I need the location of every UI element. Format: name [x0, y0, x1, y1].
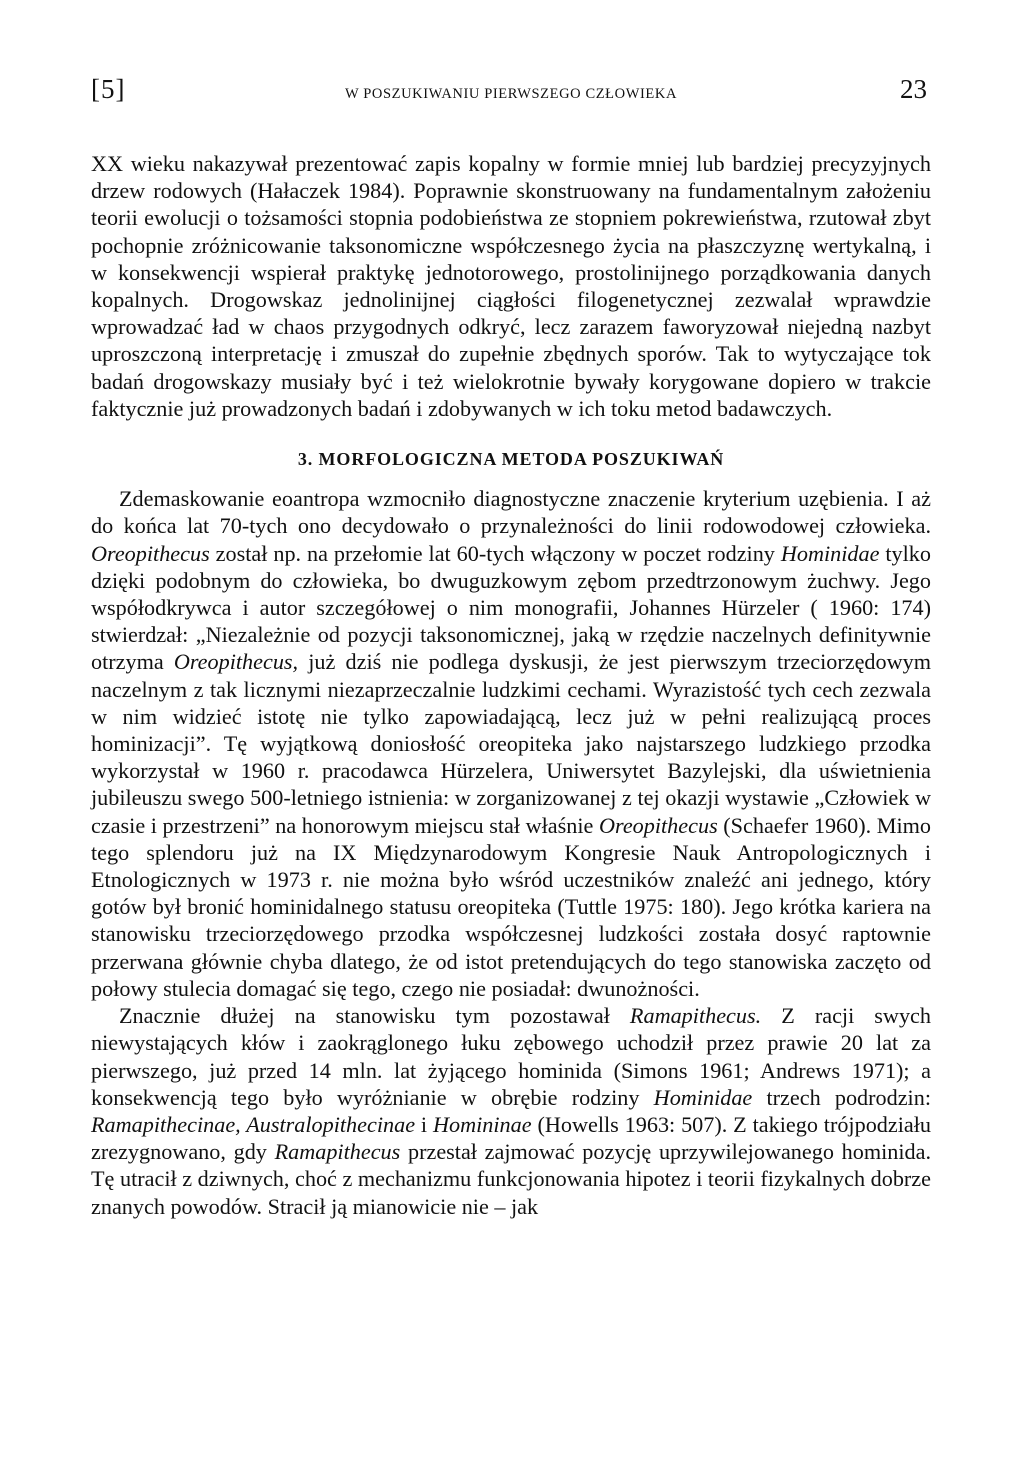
text-run: Z racji swych niewystających kłów i zaokrąglonego łuku zębowego uchodził przez prawie 20 lat za pierwszego, już przed 14 mln. lat żyjącego hominida (Simons 1961; Andrews 1971); a konsekwencją tego było wyróżnianie w obrębie rodziny: [91, 1003, 931, 1110]
text-run: i: [415, 1111, 433, 1137]
taxon-name: Homininae: [432, 1111, 532, 1137]
taxon-name: Hominidae: [780, 540, 880, 566]
text-run: trzech podrodzin:: [752, 1084, 931, 1110]
text-run: (Howells 1963: 507). Z takiego trójpodziału zrezygnowano, gdy: [91, 1111, 931, 1165]
taxon-name: Hominidae: [653, 1084, 753, 1110]
text-run: tylko dzięki podobnym do człowieka, bo dwuguzkowym zębom przedtrzonowym żuchwy. Jego współodkrywca i autor szczegółowej o nim monografii, Johannes Hürzeler ( 1960: 174) stwierdzał: „Niezależnie od pozycji taksonomicznej, jaką w rzędzie naczelnych definitywnie otrzyma: [91, 540, 931, 675]
taxon-name: Oreopithecus: [91, 540, 210, 566]
running-title: W POSZUKIWANIU PIERWSZEGO CZŁOWIEKA: [344, 86, 678, 102]
taxon-name: Ramapithecus: [274, 1139, 401, 1165]
taxon-name: Oreopithecus: [598, 812, 718, 838]
text-run: (Schaefer 1960). Mimo tego splendoru już na IX Międzynarodowym Kongresie Nauk Antropologicznych i Etnologicznych w 1973 r. nie można było wśród uczestników znaleźć ani jednego, który gotów był bronić hominidalnego statusu oreopiteka (Tuttle 1975: 180). Jego krótka kariera na stanowisku trzeciorzędowego przodka współczesnej ludzkości została dosyć raptownie przerwana głównie chyba dlatego, że od istot pretendujących do tego stanowiska zaczęto od połowy stulecia domagać się tego, czego nie posiadał: dwunożności.: [91, 812, 932, 1001]
page-number: 23: [900, 74, 927, 104]
text-run: już dziś nie podlega dyskusji, że jest pierwszym trzeciorzędowym naczelnym z tak licznymi niezaprzeczalnie ludzkimi cechami. Wyrazistość tych cech zezwala w nim widzieć istotę nie tylko zapowiadającą, lecz już w pełni realizującą proces hominizacji”. Tę wyjątkową doniosłość oreopiteka jako najstarszego ludzkiego przodka wykorzystał w 1960 r. pracodawca Hürzelera, Uniwersytet Bazylejski, dla uświetnienia jubileuszu swego 500-letniego istnienia: w zorganizowanej z tej okazji wystawie „Człowiek w czasie i przestrzeni” na honorowym miejscu stał właśnie: [91, 649, 931, 838]
body-text: [91, 150, 931, 1220]
taxon-name: Ramapithecinae, Australopithecinae: [91, 1111, 416, 1137]
text-run: przestał zajmować pozycję uprzywilejowanego hominida. Tę utracił z dziwnych, choć z mechanizmu funkcjonowania hipotez i teorii fizykalnych dobrze znanych powodów. Stracił ją mianowicie nie – jak: [91, 1139, 931, 1219]
section-title: 3. MORFOLOGICZNA METODA POSZUKIWAŃ: [297, 449, 725, 470]
paragraph-1: XX wieku nakazywał prezentować zapis kopalny w formie mniej lub bardziej precyzyjnych drzew rodowych (Hałaczek 1984). Poprawnie skonstruowany na fundamentalnym założeniu teorii ewolucji o tożsamości stopnia podobieństwa ze stopniem pokrewieństwa, rzutował zbyt pochopnie zróżnicowanie taksonomiczne współczesnego życia na płaszczyznę wertykalną, i w konsekwencji wspierał praktykę jednotorowego, prostolinijnego porządkowania danych kopalnych. Drogowskaz jednolinijnej ciągłości filogenetycznej zezwalał wprawdzie wprowadzać ład w chaos przygodnych odkryć, lecz zarazem faworyzował niejedną nazbyt uproszczoną interpretację i zmuszał do zupełnie zbędnych sporów. Tak to wytyczające tok badań drogowskazy musiały być i też wielokrotnie bywały korygowane dopiero w trakcie faktycznie już prowadzonych badań i zdobywanych w ich toku metod badawczych.: [91, 151, 931, 421]
taxon-name: Ramapithecus.: [629, 1003, 762, 1029]
text-run: został np. na przełomie lat 60-tych włączony w poczet rodziny: [209, 540, 781, 566]
taxon-name: Oreopithecus,: [173, 649, 299, 675]
paragraph-2: [91, 485, 931, 1002]
paragraph-3: [91, 1002, 931, 1220]
text-run: Znacznie dłużej na stanowisku tym pozostawał: [119, 1003, 630, 1029]
text-run: Zdemaskowanie eoantropa wzmocniło diagnostyczne znaczenie kryterium uzębienia. I aż do końca lat 70-tych ono decydowało o przynależności do linii rodowodowej człowieka.: [91, 486, 931, 539]
page-header: [91, 70, 931, 110]
section-marker: [5]: [91, 74, 126, 104]
book-page: [91, 70, 931, 1220]
